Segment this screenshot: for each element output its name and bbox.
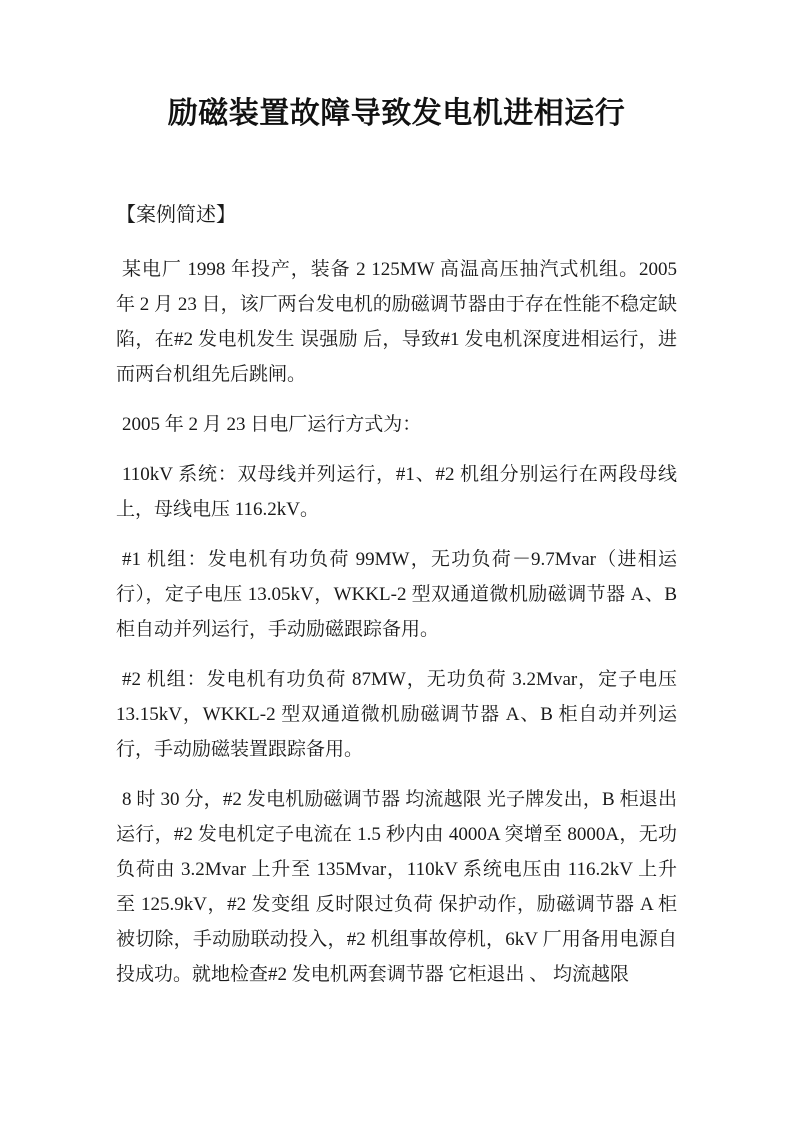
paragraph-unit1-status: #1 机组：发电机有功负荷 99MW，无功负荷－9.7Mvar（进相运行），定子电压 13.05kV，WKKL-2 型双通道微机励磁调节器 A、B 柜自动并列运行，手动励磁跟踪备用。 bbox=[116, 549, 677, 640]
section-header-case-summary: 【案例简述】 bbox=[116, 204, 236, 226]
paragraph-operation-mode-intro: 2005 年 2 月 23 日电厂运行方式为： bbox=[122, 414, 422, 435]
paragraph-110kv-system: 110kV 系统：双母线并列运行，#1、#2 机组分别运行在两段母线上，母线电压 116.2kV。 bbox=[116, 464, 677, 520]
paragraph-unit2-status: #2 机组：发电机有功负荷 87MW，无功负荷 3.2Mvar，定子电压 13.15kV，WKKL-2 型双通道微机励磁调节器 A、B 柜自动并列运行，手动励磁装置跟踪备用。 bbox=[116, 669, 677, 760]
paragraph-incident-sequence: 8 时 30 分，#2 发电机励磁调节器 均流越限 光子牌发出，B 柜退出运行，#2 发电机定子电流在 1.5 秒内由 4000A 突增至 8000A，无功负荷由 3.2Mvar 上升至 135Mvar，110kV 系统电压由 116.2kV 上升至 125.9kV，#2 发变组 反时限过负荷 保护动作，励磁调节器 A 柜被切除，手动励联动投入，#2 机组事故停机，6kV 厂用备用电源自投成功。就地检查#2 发电机两套调节器 它柜退出 、 均流越限 bbox=[116, 789, 677, 985]
document-title: 励磁装置故障导致发电机进相运行 bbox=[167, 97, 626, 130]
paragraph-plant-overview: 某电厂 1998 年投产，装备 2 125MW 高温高压抽汽式机组。2005 年 2 月 23 日，该厂两台发电机的励磁调节器由于存在性能不稳定缺陷，在#2 发电机发生 误强励 后，导致#1 发电机深度进相运行，进而两台机组先后跳闸。 bbox=[116, 259, 677, 385]
